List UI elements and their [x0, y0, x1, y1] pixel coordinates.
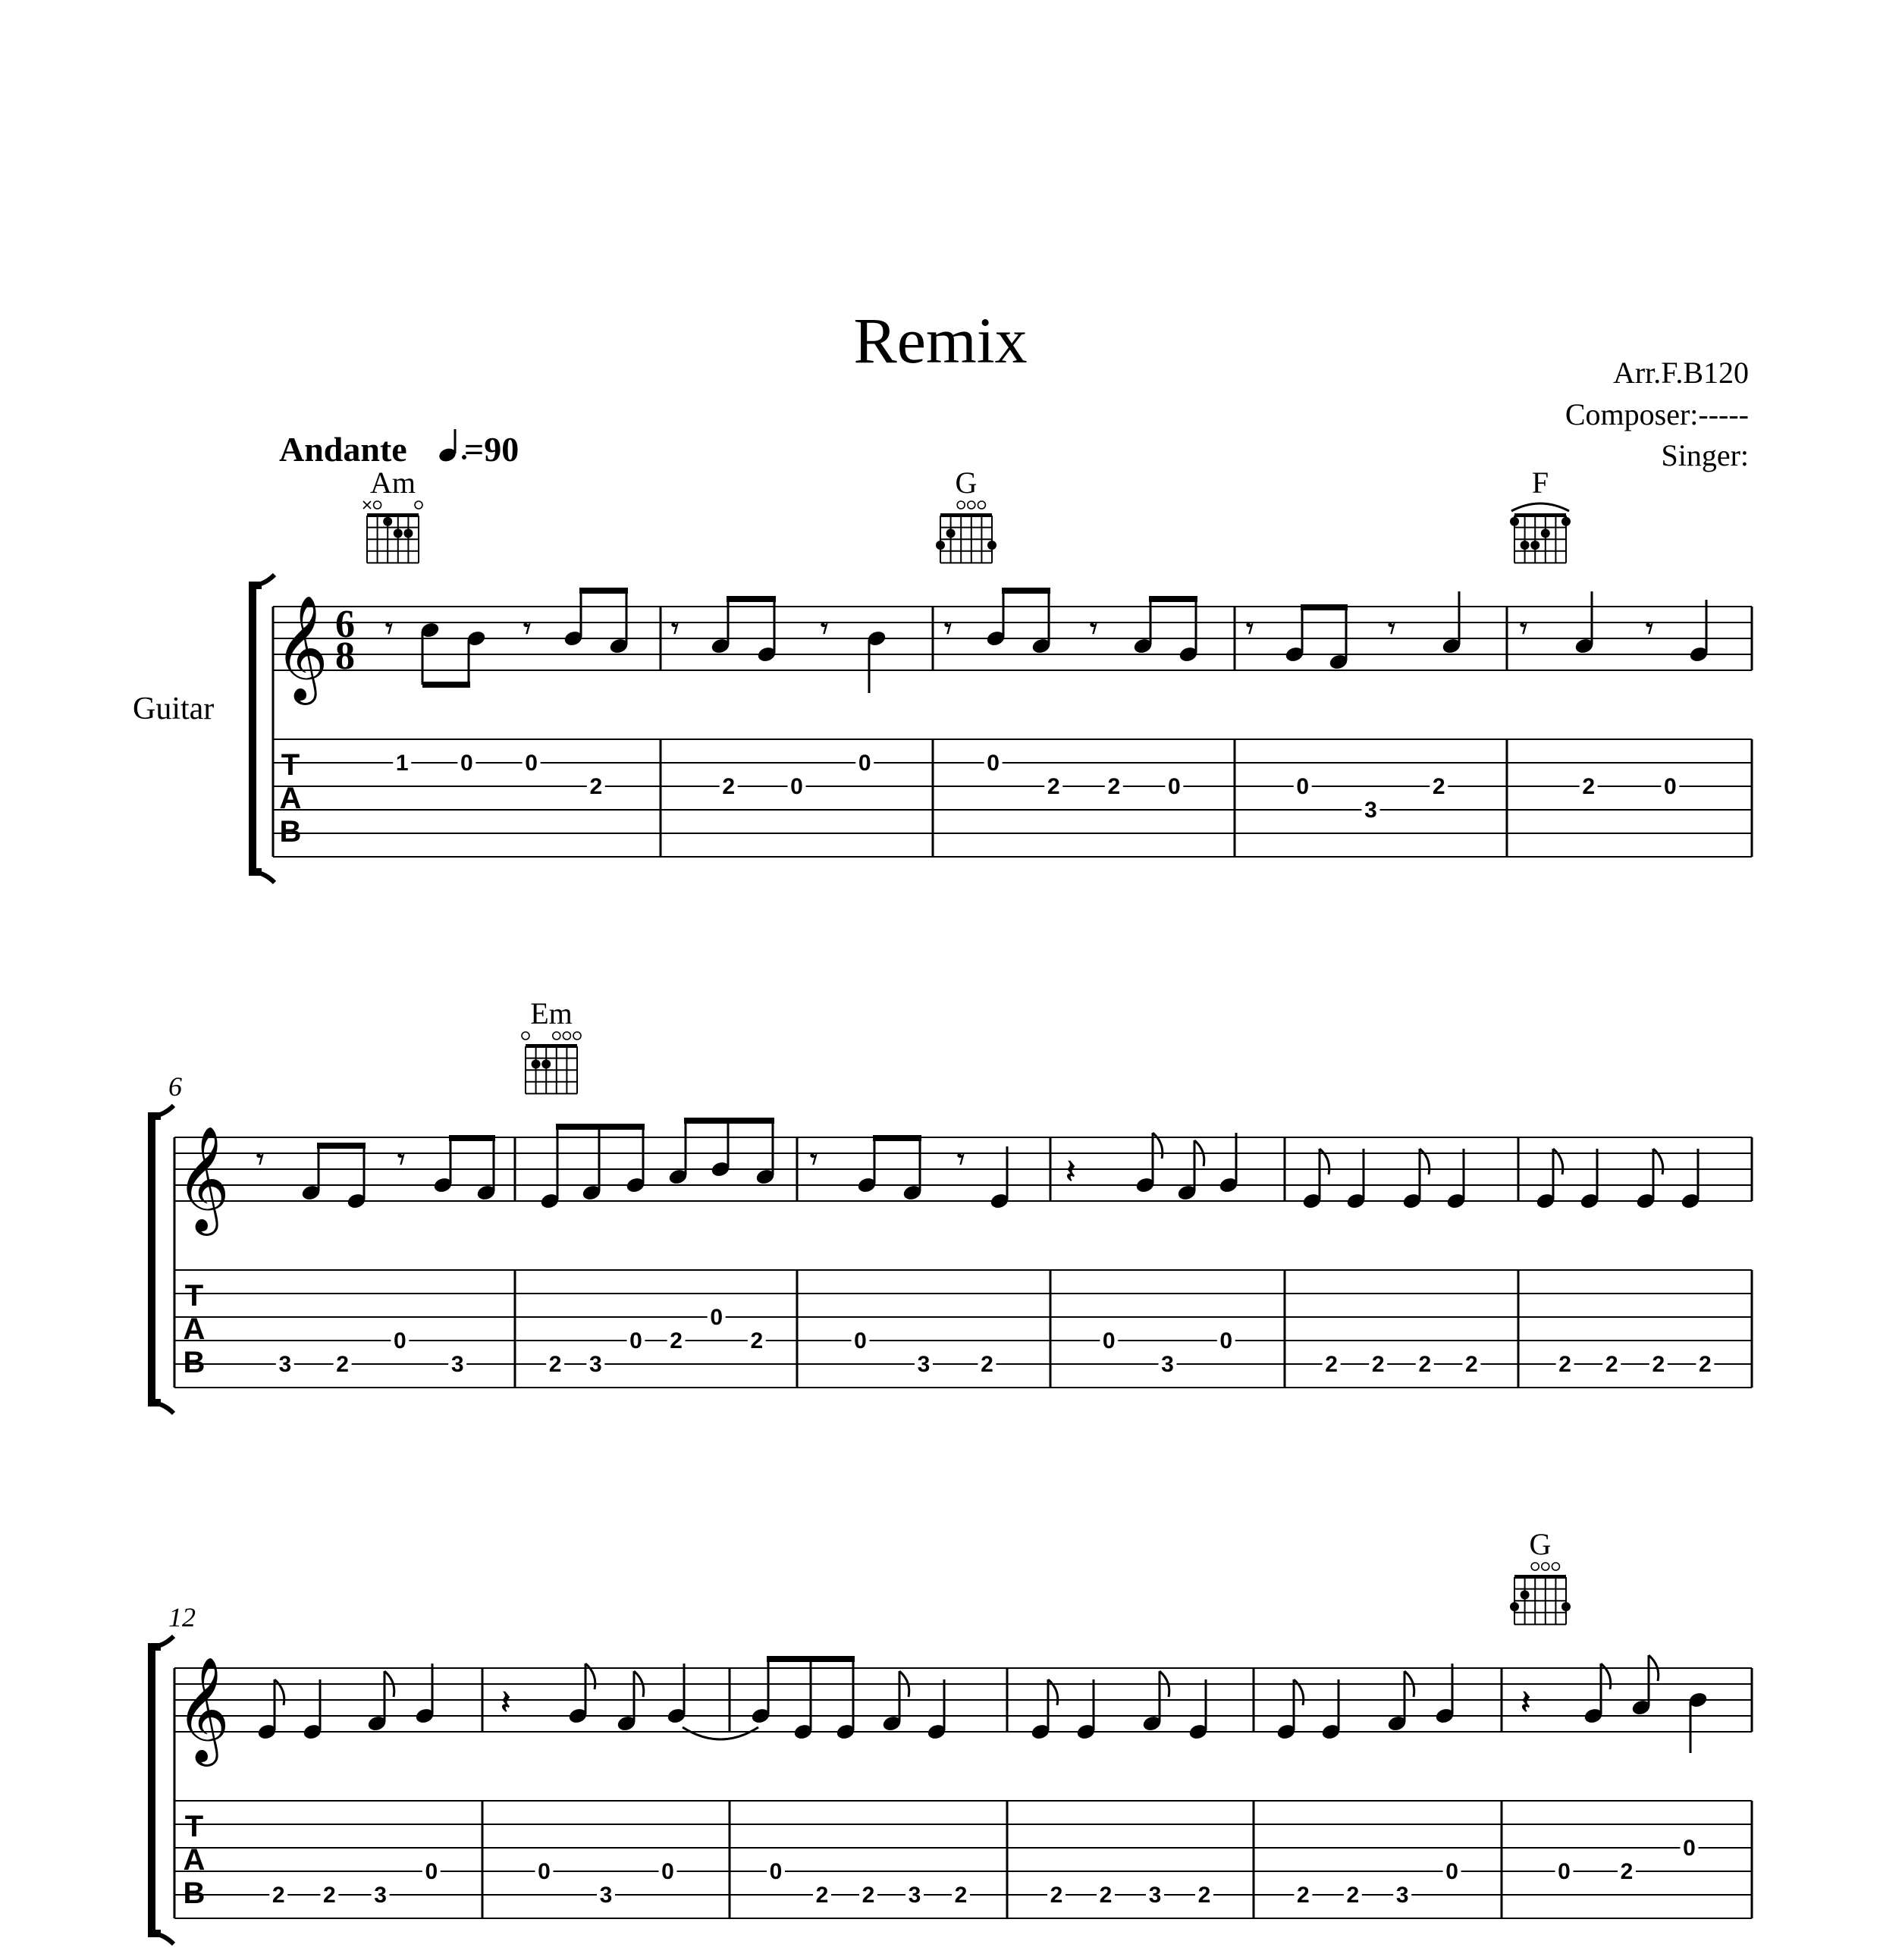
eighth-rest-icon: 𝄾 [256, 1144, 265, 1176]
eighth-rest-icon: 𝄾 [1246, 613, 1254, 645]
tab-fret-number: 3 [1395, 1883, 1409, 1908]
finger-dot [1510, 517, 1519, 526]
tab-fret-number: 0 [1296, 774, 1310, 799]
tab-clef-t: T [184, 1279, 204, 1312]
tab-fret-number: 2 [1418, 1352, 1432, 1377]
tab-fret-number: 3 [450, 1352, 464, 1377]
tab-fret-number: 3 [588, 1352, 602, 1377]
tab-clef-a: A [183, 1312, 206, 1346]
barre-arc [1511, 503, 1569, 511]
tab-fret-number: 2 [1371, 1352, 1385, 1377]
standard-staff [174, 1668, 1752, 1732]
quarter-rest-icon: 𝄽 [1521, 1684, 1531, 1721]
tab-fret-number: 2 [1605, 1352, 1618, 1377]
tab-fret-number: 2 [1465, 1352, 1478, 1377]
eighth-rest-icon: 𝄾 [671, 613, 679, 645]
tab-fret-number: 2 [750, 1328, 764, 1353]
tab-fret-number: 0 [790, 774, 803, 799]
system-bracket [253, 585, 262, 872]
finger-dot [1521, 1590, 1530, 1599]
tab-fret-number: 2 [271, 1883, 285, 1908]
finger-dot [946, 528, 956, 538]
tab-fret-number: 2 [336, 1352, 349, 1377]
chord-name-am: Am [370, 466, 416, 500]
tab-fret-number: 2 [1047, 774, 1060, 799]
chord-name-em: Em [530, 996, 573, 1030]
open-string-marker [1552, 1563, 1559, 1570]
tab-fret-number: 0 [710, 1305, 723, 1330]
tab-clef-t: T [184, 1810, 204, 1843]
notation-system-3 [257, 1655, 1708, 1753]
tab-fret-number: 1 [395, 751, 409, 776]
instrument-name: Guitar [133, 691, 215, 726]
finger-dot [1521, 541, 1530, 550]
tab-fret-number: 0 [629, 1328, 642, 1353]
tab-staff [273, 739, 1752, 857]
treble-clef-icon: 𝄞 [176, 1128, 230, 1229]
tab-clef-a: A [183, 1843, 206, 1877]
measure-number: 6 [168, 1071, 182, 1102]
tab-clef-b: B [183, 1877, 206, 1910]
eighth-rest-icon: 𝄾 [957, 1144, 965, 1176]
tab-fret-number: 0 [854, 1328, 867, 1353]
tab-fret-number: 0 [1663, 774, 1677, 799]
tab-staff [174, 1270, 1752, 1388]
tab-fret-number: 2 [1099, 1883, 1113, 1908]
open-string-marker [957, 501, 965, 509]
barlines [515, 1137, 1752, 1388]
finger-dot [383, 517, 392, 526]
chord-diagram-am [363, 501, 422, 563]
open-string-marker [563, 1032, 570, 1040]
eighth-rest-icon: 𝄾 [1388, 613, 1396, 645]
tempo-text: Andante [279, 430, 407, 469]
tab-clef-a: A [279, 782, 302, 815]
tab-fret-number: 0 [769, 1859, 783, 1884]
tab-fret-number: 2 [722, 774, 736, 799]
finger-dot [987, 541, 996, 550]
system-bracket [152, 1116, 161, 1403]
eighth-rest-icon: 𝄾 [944, 613, 953, 645]
eighth-rest-icon: 𝄾 [1646, 613, 1654, 645]
finger-dot [1530, 541, 1539, 550]
tab-fret-number: 2 [1346, 1883, 1360, 1908]
system-1 [253, 575, 1752, 883]
system-2 [152, 1071, 1752, 1413]
tab-fret-number: 3 [1148, 1883, 1162, 1908]
eighth-rest-icon: 𝄾 [523, 613, 532, 645]
tab-fret-number: 2 [862, 1883, 875, 1908]
quarter-rest-icon: 𝄽 [1066, 1153, 1076, 1190]
open-string-marker [415, 501, 422, 509]
tab-fret-number: 3 [908, 1883, 921, 1908]
tab-fret-number: 3 [278, 1352, 292, 1377]
tab-fret-number: 2 [1699, 1352, 1712, 1377]
open-string-marker [573, 1032, 581, 1040]
arranger-credit: Arr.F.B120 [1612, 356, 1749, 390]
quarter-dot-note-icon [438, 429, 466, 463]
time-signature-top: 6 [335, 603, 355, 646]
finger-dot [1561, 517, 1571, 526]
chord-name-g: G [955, 466, 978, 500]
finger-dot [394, 528, 403, 538]
treble-clef-icon: 𝄞 [176, 1659, 230, 1760]
tab-fret-number: 0 [394, 1328, 406, 1353]
tab-fret-number: 2 [548, 1352, 562, 1377]
standard-staff [273, 607, 1752, 670]
finger-dot [1510, 1602, 1519, 1611]
tab-fret-number: 0 [858, 751, 871, 776]
chord-diagram-g [1510, 1563, 1571, 1624]
tab-fret-number: 0 [1683, 1836, 1696, 1861]
tab-fret-number: 2 [670, 1328, 683, 1353]
page-title: Remix [853, 304, 1028, 377]
tab-fret-number: 3 [374, 1883, 387, 1908]
open-string-marker [522, 1032, 529, 1040]
chord-diagram-f [1510, 503, 1571, 563]
treble-clef-icon: 𝄞 [275, 597, 328, 698]
tab-fret-number: 3 [917, 1352, 931, 1377]
tab-fret-number: 2 [1582, 774, 1596, 799]
tab-fret-number: 2 [981, 1352, 993, 1377]
tab-fret-number: 2 [1297, 1883, 1310, 1908]
finger-dot [532, 1059, 541, 1068]
notation-system-2 [256, 1121, 1700, 1209]
tab-fret-number: 2 [1558, 1352, 1571, 1377]
composer-credit: Composer:----- [1565, 397, 1749, 431]
eighth-rest-icon: 𝄾 [821, 613, 829, 645]
time-signature-bottom: 8 [335, 635, 355, 678]
tab-fret-number: 0 [1219, 1328, 1233, 1353]
tab-fret-number: 0 [1558, 1859, 1571, 1884]
finger-dot [541, 1059, 551, 1068]
open-string-marker [1542, 1563, 1549, 1570]
tab-fret-number: 3 [1364, 798, 1377, 823]
tab-fret-number: 0 [525, 751, 538, 776]
quarter-rest-icon: 𝄽 [501, 1684, 511, 1721]
tab-fret-number: 3 [599, 1883, 613, 1908]
open-string-marker [374, 501, 381, 509]
tab-fret-number: 2 [1620, 1859, 1634, 1884]
tab-clef-b: B [279, 815, 302, 848]
eighth-rest-icon: 𝄾 [810, 1144, 818, 1176]
tab-fret-number: 0 [1102, 1328, 1116, 1353]
open-string-marker [978, 501, 985, 509]
finger-dot [936, 541, 945, 550]
tab-fret-number: 0 [1168, 774, 1181, 799]
eighth-rest-icon: 𝄾 [397, 1144, 406, 1176]
system-bracket [152, 1647, 161, 1933]
tab-fret-number: 0 [661, 1859, 674, 1884]
tab-fret-number: 0 [1445, 1859, 1458, 1884]
open-string-marker [1531, 1563, 1539, 1570]
finger-dot [1561, 1602, 1571, 1611]
tab-fret-number: 2 [589, 774, 603, 799]
tab-fret-number: 2 [815, 1883, 829, 1908]
tempo-value: =90 [464, 430, 519, 469]
tab-clef-b: B [183, 1346, 206, 1379]
tie [683, 1727, 758, 1739]
eighth-rest-icon: 𝄾 [1520, 613, 1528, 645]
tab-fret-number: 2 [1050, 1883, 1063, 1908]
finger-dot [403, 528, 413, 538]
tab-fret-number: 2 [1652, 1352, 1665, 1377]
tab-fret-number: 2 [1432, 774, 1445, 799]
tab-fret-number: 2 [1197, 1883, 1211, 1908]
finger-dot [1541, 528, 1550, 538]
measure-number: 12 [168, 1602, 196, 1632]
tab-fret-number: 0 [460, 751, 473, 776]
system-3 [152, 1602, 1752, 1944]
tab-fret-number: 0 [987, 751, 1000, 776]
tab-clef-t: T [281, 748, 300, 782]
open-string-marker [968, 501, 975, 509]
open-string-marker [553, 1032, 560, 1040]
chord-name-g: G [1529, 1527, 1552, 1561]
chord-name-f: F [1531, 466, 1549, 500]
tab-fret-number: 2 [1107, 774, 1121, 799]
tab-fret-number: 2 [954, 1883, 968, 1908]
chord-diagram-g [936, 501, 996, 563]
tab-fret-number: 0 [425, 1859, 438, 1884]
eighth-rest-icon: 𝄾 [385, 613, 394, 645]
tab-fret-number: 2 [1325, 1352, 1338, 1377]
tab-fret-number: 2 [323, 1883, 336, 1908]
tab-fret-number: 0 [538, 1859, 551, 1884]
chord-diagram-em [522, 1032, 581, 1093]
eighth-rest-icon: 𝄾 [1090, 613, 1098, 645]
tab-fret-number: 3 [1161, 1352, 1174, 1377]
singer-credit: Singer: [1661, 438, 1749, 472]
